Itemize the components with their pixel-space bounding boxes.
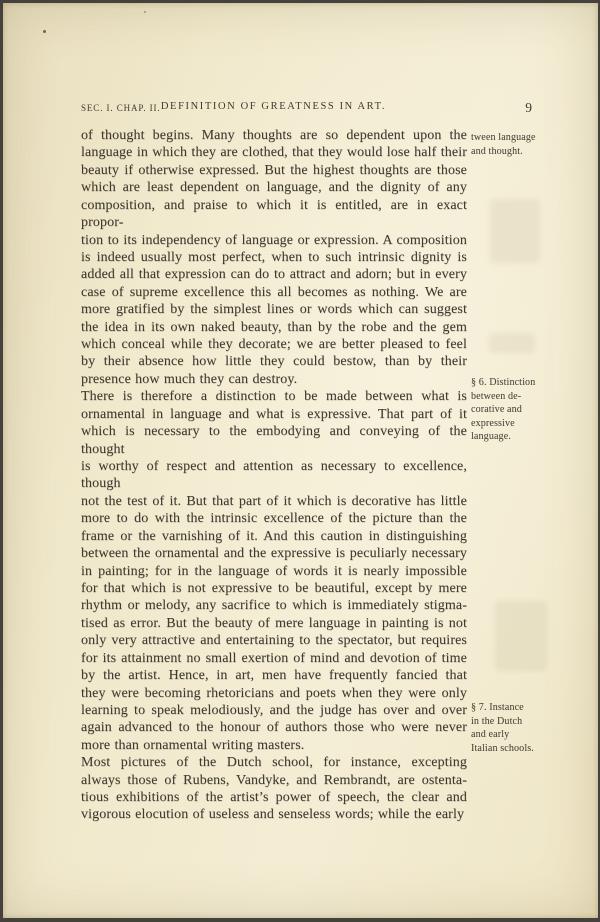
text-line: added all that expression can do to attract and adorn; but in every — [81, 267, 467, 283]
text-line: rhythm or melody, any sacrifice to which is immediately stigma- — [81, 598, 467, 614]
margin-note-line: § 7. Instance — [471, 702, 524, 713]
text-line: for its attainment no small exertion of mind and devotion of time — [81, 650, 467, 666]
text-line: between the ornamental and the expressive is peculiarly necessary — [81, 546, 467, 562]
text-line: composition, and praise to which it is entitled, are in exact propor- — [81, 197, 467, 231]
text-line: by their absence how little they could bestow, than by their — [81, 354, 467, 370]
paragraph — [81, 388, 467, 754]
text-line: the idea in its own naked beauty, than by the robe and the gem — [81, 319, 467, 335]
text-line: more than ornamental writing masters. — [81, 737, 305, 753]
text-line: tious exhibitions of the artist’s power of speech, the clear and — [81, 790, 467, 806]
text-line: which are least dependent on language, and the dignity of any — [81, 180, 467, 196]
margin-note-line: § 6. Distinction — [471, 377, 536, 388]
text-line: tion to its independency of language or expression. A composition — [81, 232, 467, 248]
text-line: There is therefore a distinction to be made between what is — [81, 389, 467, 405]
text-line: is indeed usually most perfect, when to such intrinsic dignity is — [81, 249, 467, 265]
text-line: which conceal while they decorate; we are better pleased to feel — [81, 337, 467, 353]
text-line: vigorous elocution of useless and senseless words; while the early — [81, 807, 465, 823]
text-line: always those of Rubens, Vandyke, and Rembrandt, are ostenta- — [81, 772, 467, 788]
margin-note-line: between de- — [471, 390, 522, 402]
text-line: learning to speak melodiously, and the judge has over and over — [81, 702, 467, 718]
text-line: more gratified by the simplest lines or words which can suggest — [81, 302, 467, 318]
paper-speck — [144, 11, 146, 13]
page-number: 9 — [525, 100, 532, 115]
text-line: they were becoming rhetoricians and poets when they were only — [81, 685, 467, 701]
text-line: by the artist. Hence, in art, men have frequently fancied that — [81, 668, 467, 684]
margin-note-line: and early — [471, 729, 510, 740]
paragraph — [81, 754, 467, 824]
text-line: Most pictures of the Dutch school, for instance, excepting — [81, 755, 467, 771]
paragraph — [81, 127, 467, 388]
paper-speck — [43, 30, 46, 33]
margin-note-line: corative and — [471, 404, 522, 415]
text-line: language in which they are clothed, that they would lose half their — [81, 145, 467, 161]
margin-note-line: Italian schools. — [471, 742, 534, 754]
text-line: beauty if otherwise expressed. But the highest thoughts are those — [81, 162, 467, 178]
text-line: tised as error. But the beauty of mere language in painting is not — [81, 615, 467, 631]
text-line: in painting; for in the language of words it is nearly impossible — [81, 563, 467, 579]
text-line: which is necessary to the embodying and conveying of the thought — [81, 424, 467, 457]
margin-note-section-7 — [471, 701, 549, 755]
text-line: only very attractive and entertaining to the spectator, but requires — [81, 633, 467, 649]
text-line: not the test of it. But that part of it which is decorative has little — [81, 493, 467, 509]
text-line: presence how much they can destroy. — [81, 371, 298, 387]
text-line: for that which is not expressive to be beautiful, except by mere — [81, 580, 467, 596]
page-show-through — [495, 601, 547, 671]
margin-note-line: language. — [471, 431, 511, 442]
page-show-through — [490, 199, 540, 263]
margin-note-continued — [471, 131, 549, 158]
text-line: of thought begins. Many thoughts are so dependent upon the — [81, 128, 467, 143]
margin-note-line: and thought. — [471, 145, 523, 157]
margin-note-line: tween language — [471, 132, 536, 143]
text-line: more to do with the intrinsic excellence of the picture than the — [81, 511, 467, 527]
text-line: is worthy of respect and attention as necessary to excellence, though — [81, 459, 467, 492]
margin-note-section-6 — [471, 376, 549, 444]
running-head — [81, 100, 538, 116]
text-line: case of supreme excellence this all becomes as nothing. We are — [81, 284, 467, 300]
body-text-block — [81, 127, 467, 824]
margin-note-line: expressive — [471, 417, 515, 429]
text-line: ornamental in language and what is expressive. That part of it — [81, 406, 467, 422]
page-title: DEFINITION OF GREATNESS IN ART. — [160, 101, 387, 112]
text-line: again advanced to the honour of authors those who were never — [81, 720, 467, 736]
page-show-through — [489, 333, 535, 353]
margin-note-line: in the Dutch — [471, 715, 523, 727]
text-line: frame or the varnishing of it. And this caution in distinguishing — [81, 528, 467, 544]
section-chapter-label: SEC. I. CHAP. II. — [81, 103, 161, 113]
